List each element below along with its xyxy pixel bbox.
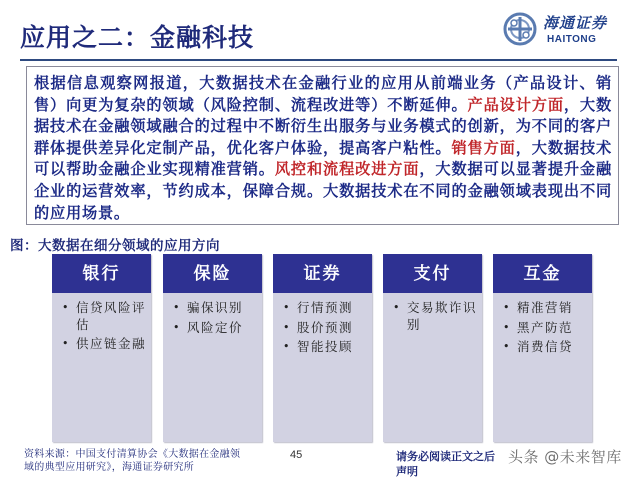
- page-title: 应用之二：金融科技: [20, 23, 255, 52]
- column-items: [273, 293, 372, 356]
- bullet-icon: •: [503, 320, 511, 334]
- column-payment: [383, 254, 482, 442]
- list-item: • 交易欺诈识别: [393, 300, 478, 332]
- disclaimer-line-1: 请务必阅读正文之后: [396, 450, 495, 463]
- bullet-icon: •: [173, 301, 181, 314]
- intro-paragraph: [26, 66, 619, 225]
- column-title: 银行: [52, 254, 151, 293]
- bullet-icon: •: [283, 340, 291, 353]
- list-item: • 智能投顾: [283, 339, 354, 354]
- title-divider: [20, 59, 617, 61]
- column-bank: [52, 254, 151, 442]
- list-item: • 行情预测: [283, 300, 354, 315]
- bullet-icon: •: [62, 301, 70, 314]
- column-internet-finance: [493, 254, 592, 442]
- column-items: [163, 293, 262, 336]
- disclaimer: [396, 449, 504, 479]
- intro-highlight-risk-control: 风控和流程改进方面: [274, 160, 420, 179]
- intro-segment: ，大数据技术在金融领域融合的过程中不断衍生出服务与业务模式的创新，为不同的客户群体提供差异化定制产品，优化客户体验，提高客户粘性。: [34, 95, 612, 157]
- disclaimer-line-2: 声明: [396, 465, 418, 478]
- list-item: • 信贷风险评估: [62, 300, 147, 332]
- column-items: [493, 293, 592, 356]
- watermark: 头条 @未来智库: [508, 448, 622, 466]
- haitong-logo: [503, 10, 638, 50]
- intro-segment: 根据信息观察网报道，大数据技术在金融行业的应用从前端业务（产品设计、销售）向更为复杂的领域（风险控制、流程改进等）不断延伸。: [34, 74, 612, 114]
- bullet-icon: •: [62, 337, 70, 350]
- list-item: • 股价预测: [283, 319, 354, 335]
- intro-segment: ，大数据可以显著提升金融企业的运营效率，节约成本，保障合规。大数据技术在不同的金融领域表现出不同的应用场景。: [34, 160, 612, 222]
- column-title: 互金: [493, 254, 592, 293]
- source-note: 资料来源：中国支付清算协会《大数据在金融领域的典型应用研究》，海通证券研究所: [24, 449, 241, 473]
- list-item: • 消费信贷: [503, 339, 574, 354]
- list-item: • 骗保识别: [173, 300, 244, 315]
- logo-english-name: HAITONG: [547, 34, 597, 45]
- page-number: 45: [290, 449, 303, 461]
- column-title: 支付: [383, 254, 482, 293]
- list-item: • 供应链金融: [62, 336, 147, 351]
- bullet-icon: •: [393, 301, 401, 314]
- bullet-icon: •: [503, 340, 511, 353]
- bullet-icon: •: [283, 320, 291, 334]
- intro-highlight-sales: 销售方面: [451, 138, 516, 157]
- intro-highlight-product-design: 产品设计方面: [467, 95, 564, 114]
- haitong-emblem-icon: [503, 12, 537, 46]
- column-securities: [273, 254, 372, 442]
- logo-chinese-name: 海通证券: [543, 14, 608, 32]
- column-items: [383, 293, 482, 333]
- figure-caption: 图：大数据在细分领域的应用方向: [10, 238, 220, 254]
- list-item: • 精准营销: [503, 300, 574, 315]
- bullet-icon: •: [173, 320, 181, 334]
- column-items: [52, 293, 151, 353]
- bullet-icon: •: [283, 301, 291, 314]
- column-insurance: [163, 254, 262, 442]
- column-title: 保险: [163, 254, 262, 293]
- list-item: • 黑产防范: [503, 319, 574, 335]
- column-title: 证券: [273, 254, 372, 293]
- intro-segment: ，大数据技术可以帮助金融企业实现精准营销。: [34, 138, 612, 179]
- bullet-icon: •: [503, 301, 511, 314]
- list-item: • 风险定价: [173, 319, 244, 335]
